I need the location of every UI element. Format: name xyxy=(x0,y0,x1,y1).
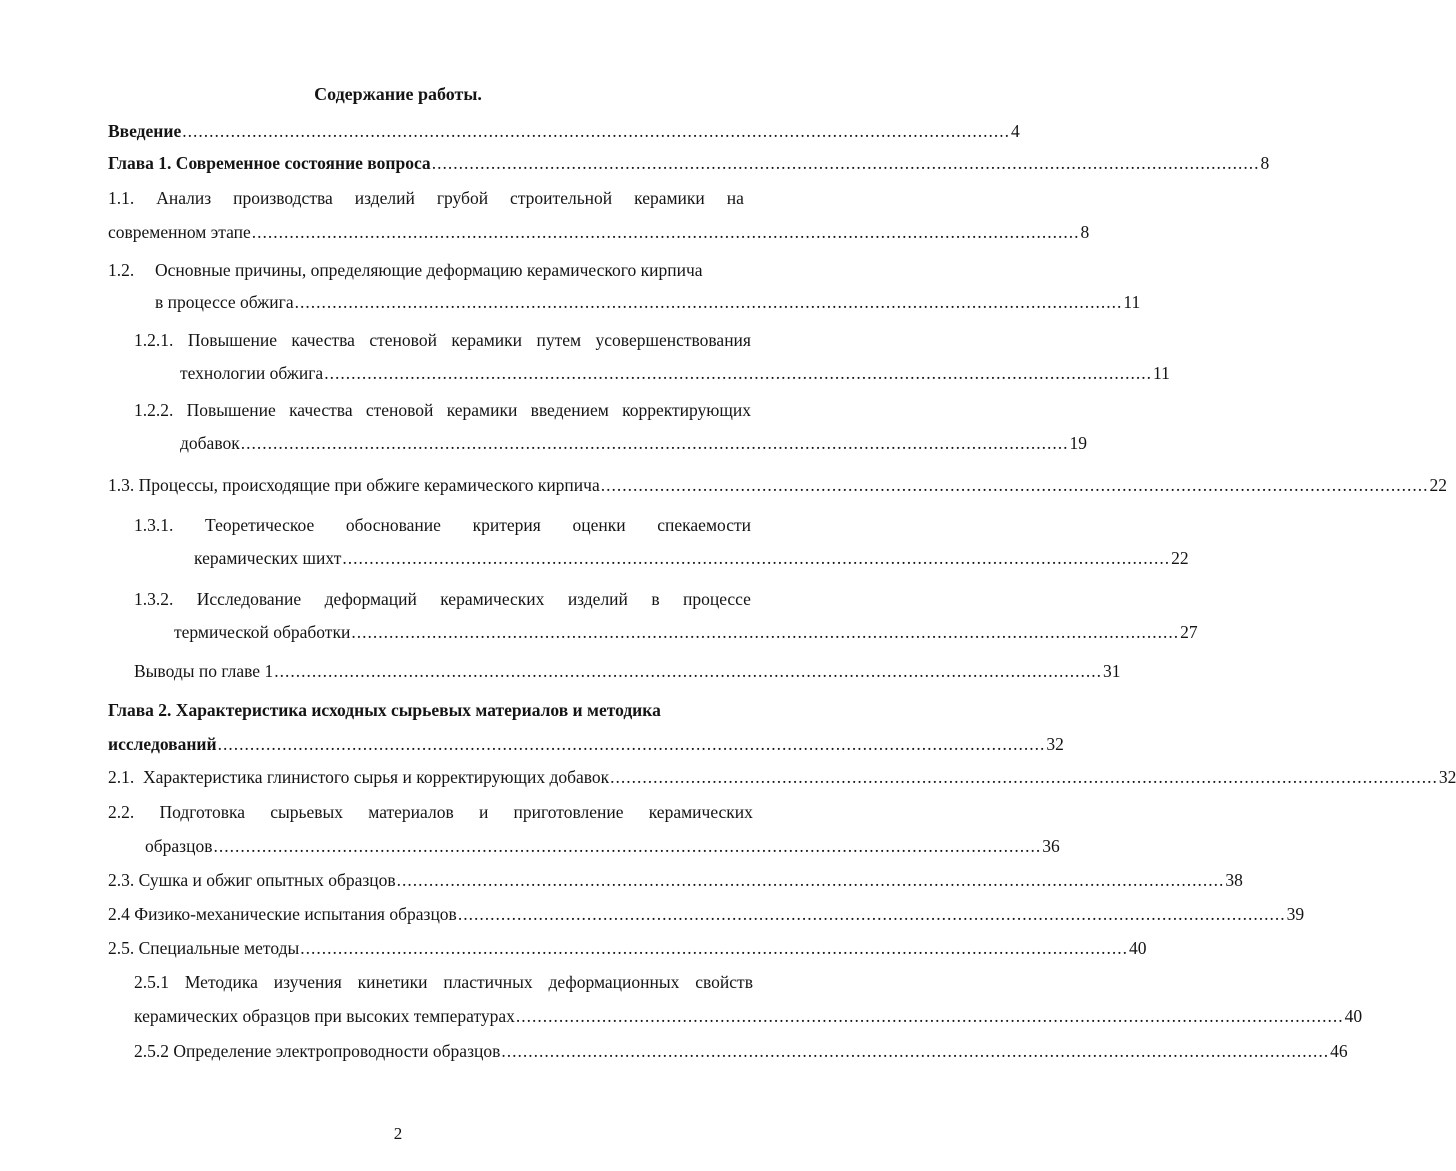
toc-entry-2-4 xyxy=(108,903,1305,925)
toc-entry-label: исследований xyxy=(108,734,217,754)
word: 2.5.1 xyxy=(134,972,169,992)
leader-dots: .......................................................................................................................................................... xyxy=(324,363,1152,383)
word: введением xyxy=(530,400,609,420)
toc-entry-label: 2.5. Специальные методы xyxy=(108,938,300,958)
word: керамических xyxy=(648,802,753,822)
word: 1.1. xyxy=(108,188,135,208)
leader-dots: .......................................................................................................................................................... xyxy=(396,870,1225,890)
toc-entry-label: Глава 2. Характеристика исходных сырьевых материалов и методика xyxy=(108,700,661,720)
leader-dots: .......................................................................................................................................................... xyxy=(610,767,1438,787)
toc-entry-chapter-1 xyxy=(108,152,1270,174)
toc-entry-label: керамических образцов при высоких температурах xyxy=(134,1006,515,1026)
toc-entry-2-5 xyxy=(108,937,1147,959)
toc-entry-label: термической обработки xyxy=(174,622,351,642)
toc-entry-page: 27 xyxy=(1180,622,1198,642)
toc-entry-1-2-2-line2 xyxy=(180,432,1087,454)
word: обоснование xyxy=(345,515,441,535)
word: сырьевых xyxy=(270,802,343,822)
toc-entry-1-3-2-line2 xyxy=(174,621,1198,643)
word: путем xyxy=(536,330,582,350)
toc-entry-label: Выводы по главе 1 xyxy=(134,661,274,681)
toc-entry-page: 8 xyxy=(1260,153,1270,173)
word: процессе xyxy=(682,589,751,609)
toc-entry-label: 1.3. Процессы, происходящие при обжиге керамического кирпича xyxy=(108,475,600,495)
toc-entry-label: керамических шихт xyxy=(194,548,342,568)
leader-dots: .......................................................................................................................................................... xyxy=(182,121,1010,141)
word: Повышение xyxy=(186,400,276,420)
toc-entry-page: 40 xyxy=(1128,938,1147,958)
word: оценки xyxy=(572,515,626,535)
word: и xyxy=(478,802,489,822)
toc-entry-page: 11 xyxy=(1152,363,1170,383)
toc-entry-2-5-1-line2 xyxy=(134,1005,1363,1027)
toc-entry-label: технологии обжига xyxy=(180,363,324,383)
toc-entry-page: 32 xyxy=(1046,734,1064,754)
toc-entry-number: 1.2. xyxy=(108,260,135,280)
toc-entry-1-2 xyxy=(108,259,753,281)
word: 1.2.1. xyxy=(134,330,174,350)
word: изделий xyxy=(567,589,628,609)
word: свойств xyxy=(695,972,753,992)
leader-dots: .......................................................................................................................................................... xyxy=(431,153,1260,173)
toc-entry-label: образцов xyxy=(145,836,213,856)
word: керамики xyxy=(446,400,518,420)
toc-entry-page: 46 xyxy=(1330,1041,1348,1061)
toc-entry-intro xyxy=(108,120,1020,142)
toc-entry-1-1-line2 xyxy=(108,221,1090,243)
word: приготовление xyxy=(513,802,624,822)
word: Методика xyxy=(184,972,258,992)
toc-entry-page: 19 xyxy=(1069,433,1087,453)
toc-entry-label: в процессе обжига xyxy=(155,292,294,312)
toc-entry-2-1 xyxy=(108,766,1456,788)
word: керамики xyxy=(451,330,523,350)
word: грубой xyxy=(436,188,489,208)
word: критерия xyxy=(472,515,541,535)
page-number: 2 xyxy=(393,1124,403,1143)
word: качества xyxy=(289,400,353,420)
word: стеновой xyxy=(365,400,434,420)
word: керамики xyxy=(634,188,705,208)
word: производства xyxy=(233,188,333,208)
leader-dots: .......................................................................................................................................................... xyxy=(217,734,1046,754)
word: 1.3.2. xyxy=(134,589,174,609)
leader-dots: .......................................................................................................................................................... xyxy=(274,661,1102,681)
toc-entry-conclusions-1 xyxy=(134,660,1121,682)
toc-entry-label: 2.4 Физико-механические испытания образцов xyxy=(108,904,457,924)
leader-dots: .......................................................................................................................................................... xyxy=(213,836,1042,856)
toc-entry-page: 22 xyxy=(1171,548,1189,568)
word: Анализ xyxy=(156,188,212,208)
toc-entry-page: 40 xyxy=(1344,1006,1363,1026)
leader-dots: .......................................................................................................................................................... xyxy=(501,1041,1330,1061)
leader-dots: .......................................................................................................................................................... xyxy=(300,938,1128,958)
toc-entry-page: 36 xyxy=(1042,836,1060,856)
word: усовершенствования xyxy=(595,330,751,350)
word: Повышение xyxy=(187,330,277,350)
word: деформаций xyxy=(324,589,417,609)
toc-entry-1-1 xyxy=(108,187,744,209)
toc-entry-label: Глава 1. Современное состояние вопроса xyxy=(108,153,431,173)
word: керамических xyxy=(440,589,545,609)
toc-entry-2-3 xyxy=(108,869,1243,891)
toc-entry-page: 38 xyxy=(1225,870,1243,890)
toc-entry-label: добавок xyxy=(180,433,240,453)
word: 1.3.1. xyxy=(134,515,174,535)
word: в xyxy=(651,589,660,609)
word: 2.2. xyxy=(108,802,135,822)
word: 1.2.2. xyxy=(134,400,174,420)
toc-entry-label: современном этапе xyxy=(108,222,251,242)
toc-entry-2-2 xyxy=(108,801,753,823)
leader-dots: .......................................................................................................................................................... xyxy=(342,548,1171,568)
word: Теоретическое xyxy=(205,515,315,535)
toc-entry-2-5-2 xyxy=(134,1040,1348,1062)
word: стеновой xyxy=(369,330,437,350)
toc-entry-1-2-1-line2 xyxy=(180,362,1170,384)
toc-entry-1-2-2 xyxy=(134,399,751,421)
word: качества xyxy=(291,330,355,350)
toc-entry-page: 11 xyxy=(1123,292,1141,312)
toc-entry-label: Основные причины, определяющие деформацию керамического кирпича xyxy=(155,260,703,280)
leader-dots: .......................................................................................................................................................... xyxy=(457,904,1286,924)
toc-entry-page: 39 xyxy=(1286,904,1305,924)
toc-entry-1-3-2 xyxy=(134,588,751,610)
toc-entry-chapter-2-line2 xyxy=(108,733,1064,755)
toc-entry-label: Введение xyxy=(108,121,182,141)
word: деформационных xyxy=(548,972,680,992)
toc-entry-2-2-line2 xyxy=(145,835,1060,857)
toc-entry-page: 22 xyxy=(1429,475,1447,495)
word: корректирующих xyxy=(622,400,751,420)
leader-dots: .......................................................................................................................................................... xyxy=(600,475,1429,495)
toc-entry-page: 8 xyxy=(1080,222,1090,242)
toc-entry-label: 2.5.2 Определение электропроводности образцов xyxy=(134,1041,501,1061)
toc-entry-1-3-1 xyxy=(134,514,751,536)
word: пластичных xyxy=(443,972,533,992)
leader-dots: .......................................................................................................................................................... xyxy=(240,433,1069,453)
word: изучения xyxy=(273,972,342,992)
toc-entry-page: 31 xyxy=(1102,661,1121,681)
toc-entry-page: 32 xyxy=(1438,767,1456,787)
toc-entry-2-5-1 xyxy=(134,971,753,993)
word: Исследование xyxy=(196,589,302,609)
toc-entry-1-2-line2 xyxy=(155,291,1141,313)
word: изделий xyxy=(354,188,415,208)
word: строительной xyxy=(510,188,613,208)
word: спекаемости xyxy=(657,515,751,535)
toc-entry-label: 2.1. Характеристика глинистого сырья и корректирующих добавок xyxy=(108,767,610,787)
page-title: Содержание работы. xyxy=(314,84,482,104)
leader-dots: .......................................................................................................................................................... xyxy=(251,222,1080,242)
leader-dots: .......................................................................................................................................................... xyxy=(351,622,1180,642)
word: Подготовка xyxy=(159,802,245,822)
toc-entry-1-3-1-line2 xyxy=(194,547,1189,569)
toc-entry-chapter-2 xyxy=(108,699,748,721)
toc-entry-1-3 xyxy=(108,474,1447,496)
word: на xyxy=(726,188,744,208)
toc-entry-1-2-1 xyxy=(134,329,751,351)
toc-entry-label: 2.3. Сушка и обжиг опытных образцов xyxy=(108,870,396,890)
word: кинетики xyxy=(357,972,428,992)
leader-dots: .......................................................................................................................................................... xyxy=(515,1006,1344,1026)
word: материалов xyxy=(368,802,454,822)
toc-entry-page: 4 xyxy=(1010,121,1020,141)
leader-dots: .......................................................................................................................................................... xyxy=(294,292,1123,312)
